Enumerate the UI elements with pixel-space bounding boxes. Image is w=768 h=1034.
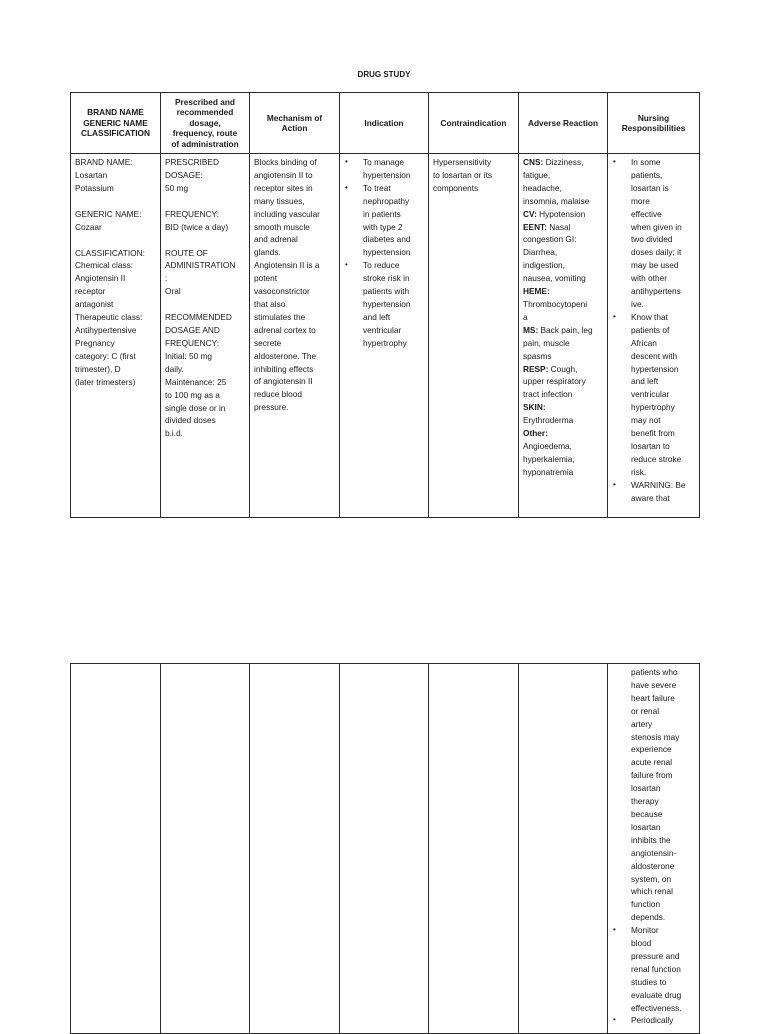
system-label: CNS: (523, 157, 544, 167)
text-line: hypertension (363, 169, 411, 180)
text-line: ventricular (363, 324, 402, 335)
text-line: To treat (363, 182, 391, 193)
text-line: Initial: 50 mg (165, 350, 213, 361)
reaction-text: Nasal (546, 221, 571, 232)
text-line: patients, (631, 169, 663, 180)
text-line: ROUTE OF (165, 247, 208, 258)
text-line: artery (631, 718, 653, 729)
text-line: because (631, 808, 663, 819)
text-line: may not (631, 415, 661, 426)
text-line: that also (254, 298, 286, 309)
adverse-line (523, 285, 603, 298)
bullet-icon: • (613, 1015, 616, 1025)
text-line: losartan (631, 783, 661, 794)
adverse-line (523, 195, 603, 208)
adverse-line (523, 182, 603, 195)
cell-empty (71, 664, 161, 1034)
adverse-line (523, 388, 603, 401)
reaction-text: Erythroderma (523, 415, 574, 426)
text-line: b.i.d. (165, 428, 183, 439)
header-adverse-reaction (519, 93, 608, 154)
reaction-text: Hypotension (536, 208, 586, 219)
text-line: in patients (363, 208, 401, 219)
text-line: losartan to (631, 440, 670, 451)
text-line: angiotensin- (631, 847, 677, 858)
blank-line (165, 234, 245, 247)
text-line: may be used (631, 260, 679, 271)
reaction-text: insomnia, malaise (523, 195, 590, 206)
text-line: and left (631, 376, 659, 387)
list-item (344, 156, 424, 182)
text-line: DOSAGE: (165, 169, 203, 180)
adverse-line (523, 363, 603, 376)
adverse-line (523, 466, 603, 479)
reaction-text: Diarrhea, (523, 247, 558, 258)
reaction-text: hyperkalemia, (523, 453, 575, 464)
text-line: depends. (631, 912, 666, 923)
cell-indication (340, 154, 429, 518)
bullet-icon: • (613, 311, 616, 321)
text-line: Pregnancy (75, 337, 115, 348)
text-line: GENERIC NAME: (75, 208, 142, 219)
text-line: more (631, 195, 650, 206)
text-line: and left (363, 311, 391, 322)
text-line: 50 mg (165, 182, 189, 193)
adverse-line (523, 156, 603, 169)
text-line: losartan is (631, 182, 669, 193)
adverse-line (523, 440, 603, 453)
text-line: inhibits the (631, 834, 671, 845)
drug-study-table (70, 92, 700, 518)
cell-empty (340, 664, 429, 1034)
adverse-line (523, 375, 603, 388)
text-line: stenosis may (631, 731, 680, 742)
text-line: CLASSIFICATION: (75, 247, 145, 258)
adverse-line (523, 272, 603, 285)
reaction-text: headache, (523, 182, 562, 193)
text-line: reduce stroke (631, 453, 682, 464)
header-text: recommended (176, 107, 234, 118)
text-line: hypertension (363, 247, 411, 258)
cell-adverse-reaction (519, 154, 608, 518)
text-line: African (631, 337, 657, 348)
bullet-icon: • (345, 182, 348, 192)
list-item (344, 182, 424, 259)
bullet-icon: • (613, 157, 616, 166)
bullet-icon: • (345, 260, 348, 270)
list-item (612, 1014, 695, 1027)
text-line: hypertrophy (363, 337, 407, 348)
adverse-line (523, 453, 603, 466)
text-line: function (631, 899, 661, 910)
cell-mechanism (250, 154, 340, 518)
header-text: Responsibilities (621, 123, 686, 133)
header-name-classification (71, 93, 161, 154)
list-item (612, 156, 695, 311)
text-line: have severe (631, 679, 677, 690)
reaction-text: pain, muscle (523, 337, 570, 348)
text-line: Therapeutic class: (75, 312, 143, 323)
header-contraindication (429, 93, 519, 154)
text-line: Hypersensitivity (433, 157, 492, 167)
reaction-text: indigestion, (523, 260, 565, 271)
header-text: BRAND NAME (87, 107, 144, 118)
text-line: reduce blood (254, 389, 302, 400)
reaction-text: fatigue, (523, 169, 551, 180)
text-line: inhibiting effects (254, 363, 314, 374)
cell-empty (429, 664, 519, 1034)
text-line: glands. (254, 247, 281, 258)
header-text: Prescribed and (175, 96, 235, 107)
header-text: dosage, (189, 117, 221, 128)
text-line: secrete (254, 337, 282, 348)
header-dosage (161, 93, 250, 154)
blank-line (165, 195, 245, 208)
system-label: SKIN: (523, 402, 546, 413)
reaction-text: Thrombocytopeni (523, 298, 588, 309)
blank-line (75, 195, 156, 208)
text-line: WARNING: Be (631, 479, 686, 490)
cell-contraindication (429, 154, 519, 518)
text-line: hypertension (363, 298, 411, 309)
text-line: stroke risk in (363, 273, 410, 284)
text-line: In some (631, 157, 661, 167)
header-text: of administration (171, 138, 239, 149)
text-line: hypertension (631, 363, 679, 374)
cell-empty (250, 664, 340, 1034)
text-line: which renal (631, 886, 673, 897)
text-line: or renal (631, 705, 660, 716)
system-label: HEME: (523, 286, 550, 297)
text-line: Angiotensin II is a (254, 260, 320, 271)
text-line: Cozaar (75, 221, 102, 232)
text-line: patients with (363, 286, 410, 297)
reaction-text: hyponatremia (523, 466, 574, 477)
text-line: experience (631, 744, 672, 755)
text-line: heart failure (631, 692, 675, 703)
reaction-text: nausea, vomiting (523, 273, 586, 284)
text-line: risk. (631, 466, 647, 477)
system-label: RESP: (523, 363, 549, 374)
header-text: Adverse Reaction (527, 117, 599, 128)
text-line: trimester), D (75, 363, 121, 374)
list-item (612, 479, 695, 505)
text-line: (later trimesters) (75, 376, 136, 387)
cell-dosage (161, 154, 250, 518)
text-line: smooth muscle (254, 221, 310, 232)
text-line: BRAND NAME: (75, 157, 133, 167)
header-text: Mechanism of (266, 112, 323, 123)
text-line: components (433, 182, 479, 193)
text-line: losartan (631, 821, 661, 832)
text-line: blood (631, 938, 652, 949)
header-text: GENERIC NAME (83, 117, 148, 128)
text-line: Periodically (631, 1015, 674, 1026)
text-line: daily. (165, 363, 184, 374)
text-line: failure from (631, 770, 673, 781)
bullet-icon: • (613, 925, 616, 935)
text-line: aldosterone. The (254, 350, 317, 361)
text-line: pressure and (631, 950, 680, 961)
text-line: to losartan or its (433, 169, 493, 180)
reaction-text: Angioedema, (523, 440, 572, 451)
text-line: renal function (631, 963, 681, 974)
adverse-line (523, 246, 603, 259)
text-line: vasoconstrictor (254, 286, 310, 297)
cell-nursing-responsibilities-continued (608, 664, 700, 1034)
list-item-continued (612, 666, 695, 924)
adverse-line (523, 414, 603, 427)
header-text: CLASSIFICATION (81, 128, 150, 139)
adverse-line (523, 208, 603, 221)
header-text: frequency, route (172, 128, 238, 139)
system-label: CV: (523, 208, 537, 219)
list-item (344, 259, 424, 349)
reaction-text: a (523, 311, 528, 322)
text-line: FREQUENCY: (165, 337, 219, 348)
reaction-text: congestion GI: (523, 234, 577, 245)
text-line: and adrenal (254, 234, 298, 245)
text-line: RECOMMENDED (165, 312, 232, 323)
header-mechanism (250, 93, 340, 154)
adverse-line (523, 233, 603, 246)
text-line: ventricular (631, 389, 670, 400)
adverse-line (523, 298, 603, 311)
text-line: To manage (363, 157, 405, 167)
text-line: stimulates the (254, 311, 306, 322)
text-line: effective (631, 208, 662, 219)
cell-empty (519, 664, 608, 1034)
adverse-line (523, 311, 603, 324)
list-item (612, 924, 695, 1014)
text-line: benefit from (631, 428, 675, 439)
text-line: : (165, 273, 168, 284)
text-line: ADMINISTRATION (165, 260, 236, 271)
bullet-icon: • (345, 157, 348, 166)
text-line: Monitor (631, 925, 659, 936)
text-line: evaluate drug (631, 989, 682, 1000)
header-nursing-responsibilities (608, 93, 700, 154)
text-line: Maintenance: 25 (165, 376, 227, 387)
adverse-line (523, 259, 603, 272)
header-row (71, 93, 700, 154)
text-line: of angiotensin II (254, 376, 313, 387)
bullet-icon: • (613, 479, 616, 489)
reaction-text: spasms (523, 350, 552, 361)
text-line: doses daily; it (631, 247, 682, 258)
text-line: nephropathy (363, 195, 410, 206)
text-line: antagonist (75, 299, 114, 310)
header-text: Contraindication (440, 117, 507, 128)
text-line: receptor (75, 286, 106, 297)
text-line: diabetes and (363, 234, 411, 245)
text-line: ive. (631, 298, 644, 309)
text-line: divided doses (165, 415, 216, 426)
text-line: aware that (631, 492, 670, 503)
text-line: patients who (631, 667, 678, 677)
text-line: Losartan (75, 169, 108, 180)
text-line: with type 2 (363, 221, 403, 232)
text-line: descent with (631, 350, 678, 361)
text-line: Antihypertensive (75, 324, 137, 335)
drug-study-table-continued (70, 663, 700, 1034)
text-line: BID (twice a day) (165, 221, 229, 232)
text-line: receptor sites in (254, 182, 313, 193)
text-line: antihypertens (631, 286, 681, 297)
text-line: Potassium (75, 182, 114, 193)
cell-name-classification (71, 154, 161, 518)
text-line: Angiotensin II (75, 273, 126, 284)
header-indication (340, 93, 429, 154)
reaction-text: Cough, (548, 363, 578, 374)
page-title: DRUG STUDY (357, 70, 411, 79)
text-line: Oral (165, 286, 181, 297)
text-line: angiotensin II to (254, 169, 313, 180)
text-line: patients of (631, 324, 670, 335)
text-line: including vascular (254, 208, 320, 219)
text-line: to 100 mg as a (165, 389, 220, 400)
system-label: EENT: (523, 221, 547, 232)
adverse-line (523, 169, 603, 182)
header-text: Indication (364, 117, 404, 128)
adverse-line (523, 401, 603, 414)
text-line: studies to (631, 976, 667, 987)
text-line: system, on (631, 873, 672, 884)
adverse-line (523, 221, 603, 234)
text-line: Blocks binding of (254, 157, 317, 167)
text-line: two divided (631, 234, 673, 245)
adverse-line (523, 337, 603, 350)
text-line: with other (631, 273, 667, 284)
text-line: hypertrophy (631, 402, 675, 413)
text-line: PRESCRIBED (165, 157, 219, 167)
blank-line (165, 298, 245, 311)
reaction-text: upper respiratory (523, 376, 586, 387)
text-line: To reduce (363, 260, 400, 271)
header-text: Nursing (637, 112, 670, 123)
text-line: pressure. (254, 402, 289, 413)
text-line: many tissues, (254, 195, 305, 206)
blank-line (75, 234, 156, 247)
text-line: aldosterone (631, 860, 675, 871)
table-row (71, 154, 700, 518)
text-line: single dose or in (165, 402, 226, 413)
header-text: Action (281, 123, 308, 133)
text-line: acute renal (631, 757, 673, 768)
system-label: MS: (523, 324, 539, 335)
text-line: Know that (631, 311, 668, 322)
system-label: Other: (523, 428, 548, 439)
list-item (612, 311, 695, 479)
text-line: potent (254, 273, 278, 284)
adverse-line (523, 427, 603, 440)
text-line: FREQUENCY: (165, 208, 219, 219)
reaction-text: Back pain, leg (538, 324, 593, 335)
adverse-line (523, 350, 603, 363)
reaction-text: Dizziness, (543, 157, 584, 167)
reaction-text: tract infection (523, 389, 573, 400)
adverse-line (523, 324, 603, 337)
text-line: when given in (631, 221, 682, 232)
text-line: Chemical class: (75, 260, 134, 271)
cell-nursing-responsibilities (608, 154, 700, 518)
table-row (71, 664, 700, 1034)
text-line: therapy (631, 796, 659, 807)
text-line: effectiveness. (631, 1002, 682, 1013)
text-line: DOSAGE AND (165, 325, 220, 336)
cell-empty (161, 664, 250, 1034)
text-line: adrenal cortex to (254, 324, 316, 335)
text-line: category: C (first (75, 350, 136, 361)
